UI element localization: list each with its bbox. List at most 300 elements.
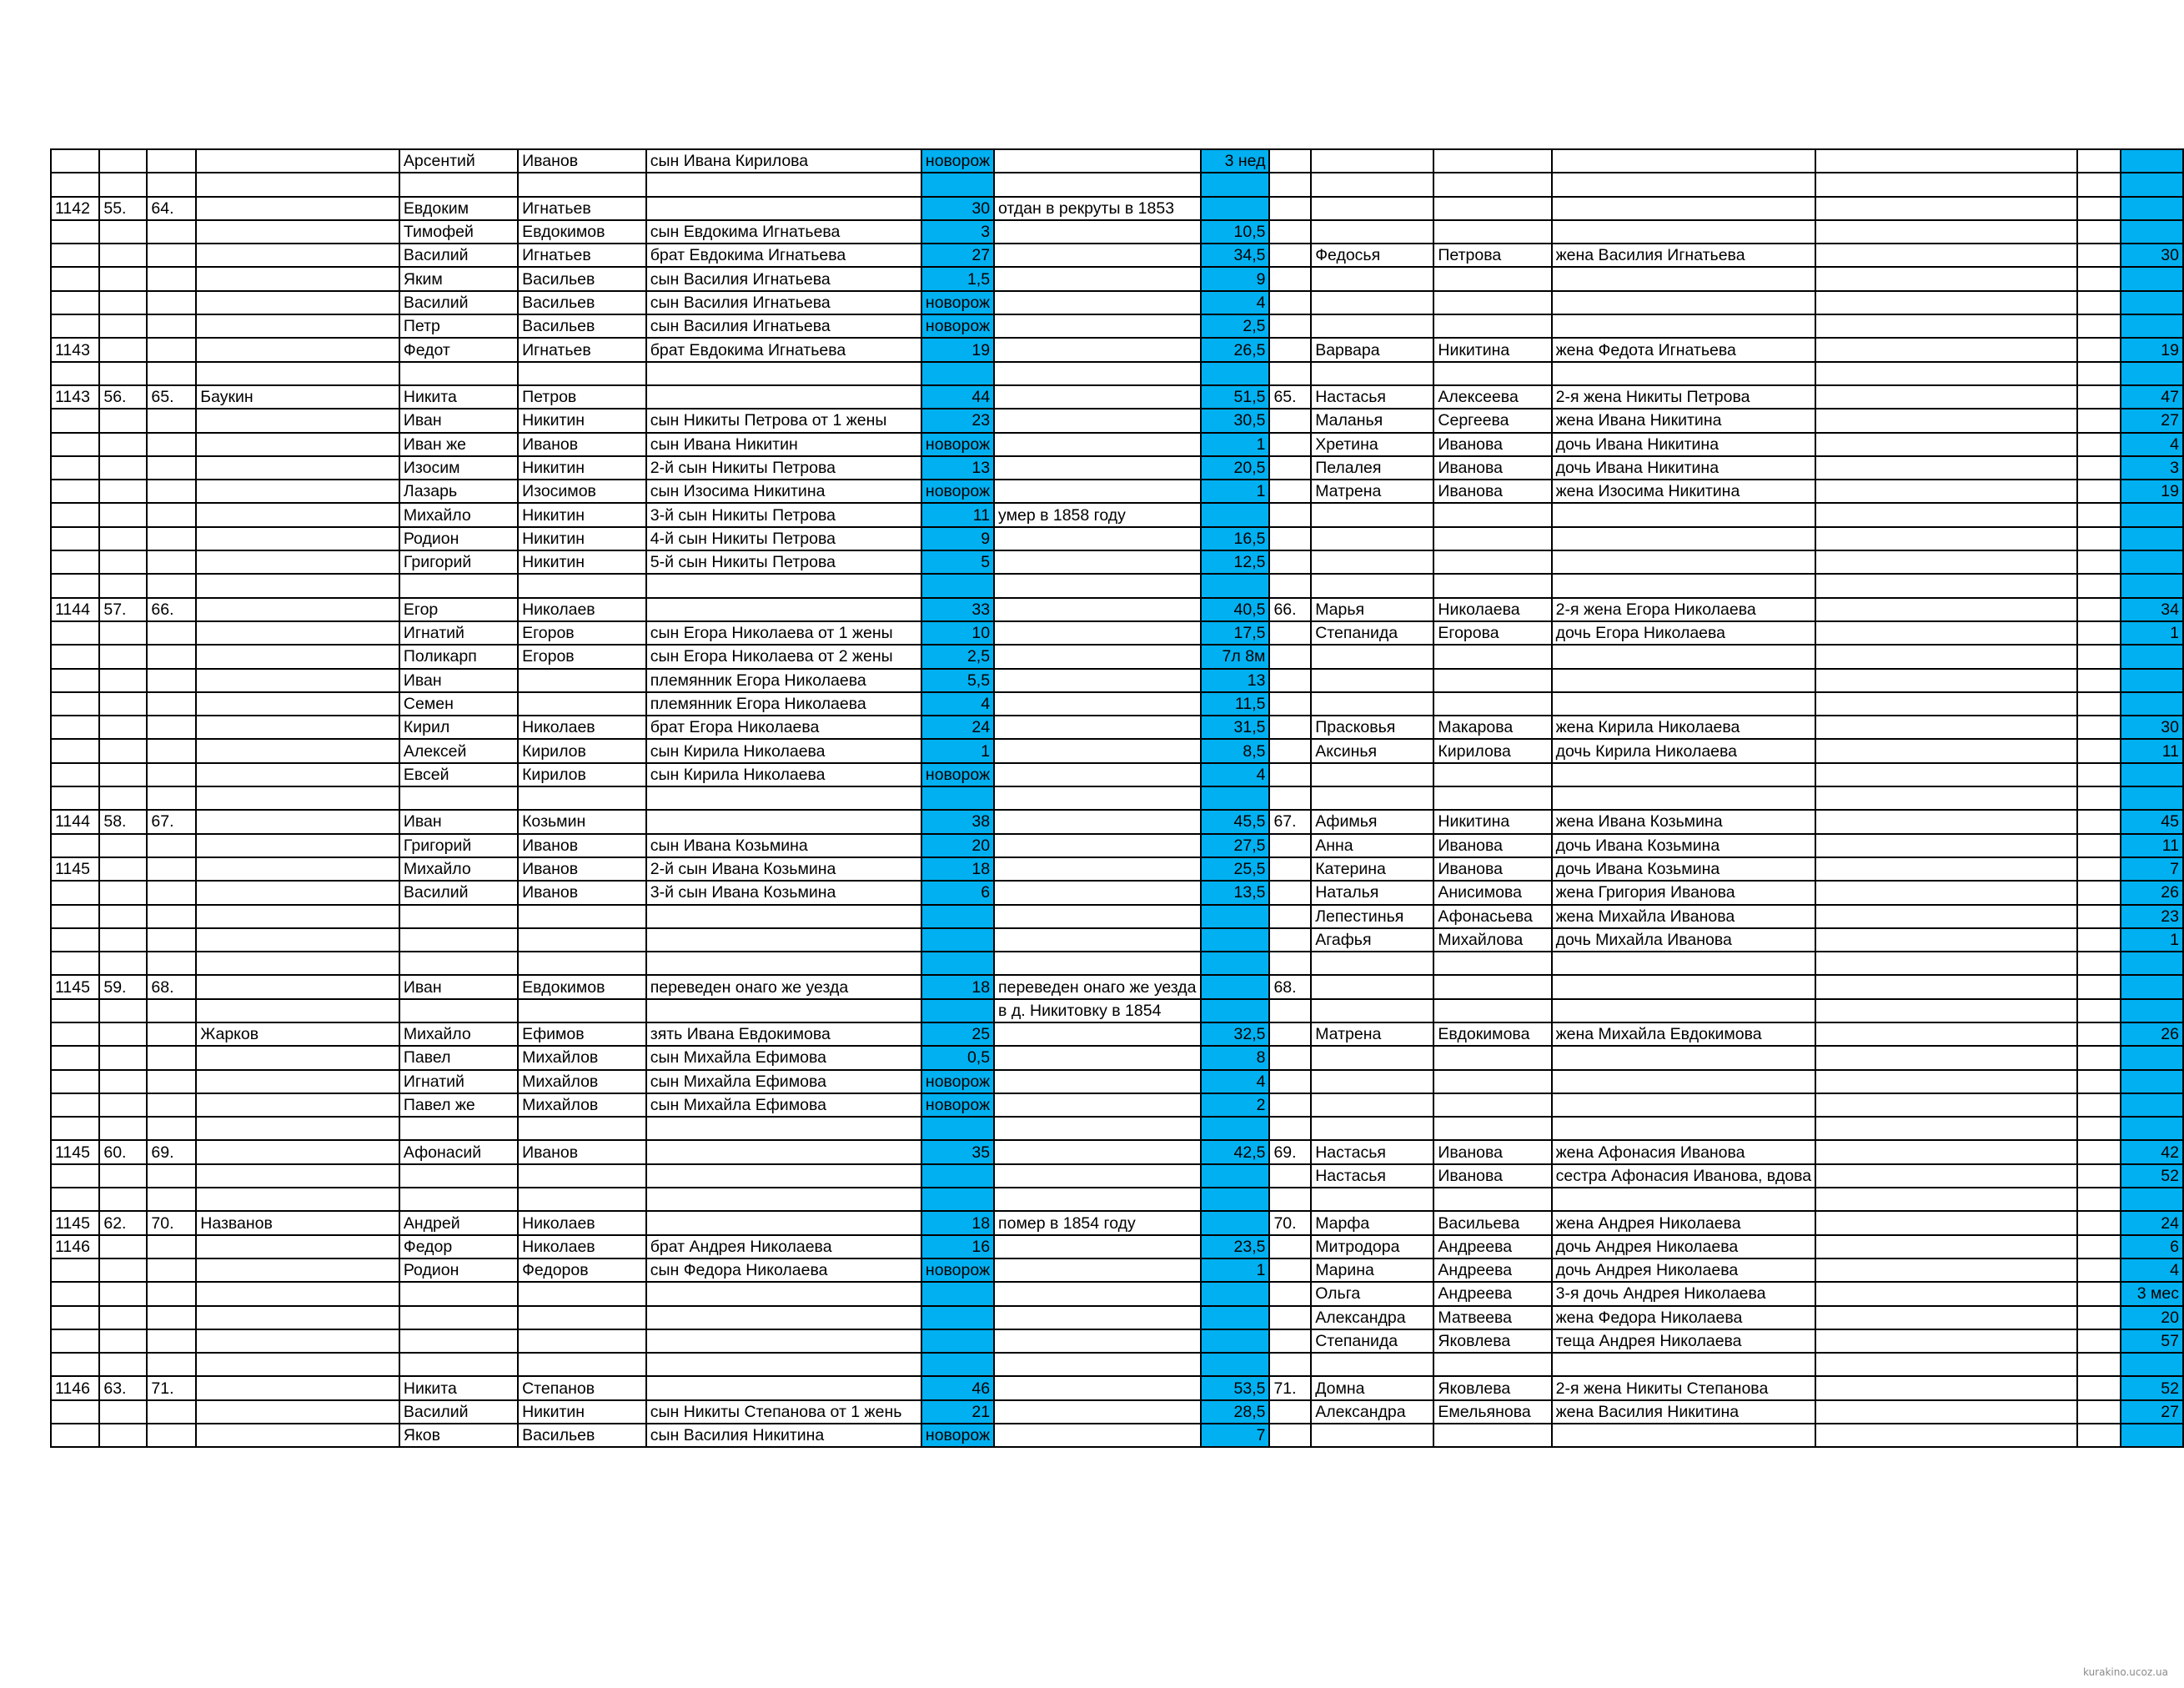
- male-age-prev: 23: [921, 409, 994, 432]
- male-patronymic: Ефимов: [518, 1022, 646, 1046]
- household-id: [51, 574, 99, 597]
- male-age-current: [1201, 503, 1270, 526]
- male-relation: брат Андрея Николаева: [646, 1235, 921, 1258]
- house-number: [147, 1282, 196, 1305]
- male-note: [994, 834, 1200, 857]
- male-age-current: 23,5: [1201, 1235, 1270, 1258]
- male-age-prev: новорож: [921, 480, 994, 503]
- list-number: [99, 928, 147, 952]
- male-age-current: 34,5: [1201, 244, 1270, 267]
- female-extra: [1815, 999, 2076, 1022]
- surname: [196, 409, 399, 432]
- female-patronymic: [1433, 645, 1551, 668]
- female-relation: [1552, 574, 1816, 597]
- surname: [196, 739, 399, 762]
- male-relation: [646, 173, 921, 196]
- male-age-current: 27,5: [1201, 834, 1270, 857]
- female-number: [1269, 834, 1311, 857]
- female-patronymic: Матвеева: [1433, 1306, 1551, 1329]
- house-number: [147, 574, 196, 597]
- household-id: [51, 1282, 99, 1305]
- household-id: [51, 1093, 99, 1117]
- male-patronymic: [518, 1164, 646, 1188]
- female-patronymic: [1433, 362, 1551, 385]
- male-relation: 3-й сын Никиты Петрова: [646, 503, 921, 526]
- table-row: [51, 810, 2183, 833]
- list-number: 63.: [99, 1376, 147, 1399]
- female-name: [1311, 220, 1433, 244]
- male-age-prev: [921, 1282, 994, 1305]
- male-patronymic: Кирилов: [518, 763, 646, 786]
- male-patronymic: Изосимов: [518, 480, 646, 503]
- female-relation: дочь Андрея Николаева: [1552, 1258, 1816, 1282]
- female-patronymic: Иванова: [1433, 1140, 1551, 1163]
- list-number: [99, 244, 147, 267]
- house-number: [147, 857, 196, 881]
- house-number: [147, 409, 196, 432]
- female-name: [1311, 291, 1433, 314]
- male-name: Иван: [399, 409, 518, 432]
- house-number: [147, 716, 196, 739]
- female-patronymic: Иванова: [1433, 1164, 1551, 1188]
- blank-cell: [2077, 1400, 2121, 1424]
- household-id: [51, 503, 99, 526]
- male-patronymic: Васильев: [518, 1424, 646, 1447]
- female-patronymic: [1433, 1353, 1551, 1376]
- female-extra: [1815, 527, 2076, 550]
- male-patronymic: Иванов: [518, 1140, 646, 1163]
- table-row: [51, 1117, 2183, 1140]
- table-row: [51, 550, 2183, 574]
- male-relation: 3-й сын Ивана Козьмина: [646, 881, 921, 904]
- male-patronymic: Никитин: [518, 503, 646, 526]
- male-relation: сын Никиты Петрова от 1 жены: [646, 409, 921, 432]
- male-patronymic: [518, 669, 646, 692]
- male-patronymic: Степанов: [518, 1376, 646, 1399]
- list-number: [99, 503, 147, 526]
- male-note: [994, 1306, 1200, 1329]
- male-relation: сын Кирила Николаева: [646, 739, 921, 762]
- blank-cell: [2077, 456, 2121, 480]
- male-name: Лазарь: [399, 480, 518, 503]
- blank-cell: [2077, 338, 2121, 361]
- female-relation: теща Андрея Николаева: [1552, 1329, 1816, 1353]
- list-number: 60.: [99, 1140, 147, 1163]
- male-name: Никита: [399, 385, 518, 409]
- male-patronymic: Николаев: [518, 716, 646, 739]
- blank-cell: [2077, 1070, 2121, 1093]
- male-note: [994, 763, 1200, 786]
- male-age-prev: 11: [921, 503, 994, 526]
- female-number: [1269, 433, 1311, 456]
- male-name: Никита: [399, 1376, 518, 1399]
- female-extra: [1815, 1188, 2076, 1211]
- surname: [196, 1117, 399, 1140]
- male-name: [399, 999, 518, 1022]
- house-number: [147, 149, 196, 173]
- female-age: 3: [2121, 456, 2183, 480]
- female-name: [1311, 1046, 1433, 1069]
- list-number: [99, 905, 147, 928]
- female-relation: жена Кирила Николаева: [1552, 716, 1816, 739]
- surname: Жарков: [196, 1022, 399, 1046]
- male-name: Федот: [399, 338, 518, 361]
- female-relation: [1552, 1424, 1816, 1447]
- male-age-prev: 10: [921, 621, 994, 645]
- male-age-prev: [921, 786, 994, 810]
- list-number: [99, 1353, 147, 1376]
- female-patronymic: Иванова: [1433, 456, 1551, 480]
- male-name: Игнатий: [399, 1070, 518, 1093]
- female-relation: [1552, 267, 1816, 290]
- female-extra: [1815, 857, 2076, 881]
- female-name: Хретина: [1311, 433, 1433, 456]
- male-age-current: 28,5: [1201, 1400, 1270, 1424]
- female-patronymic: [1433, 1070, 1551, 1093]
- male-age-current: 25,5: [1201, 857, 1270, 881]
- surname: [196, 786, 399, 810]
- surname: [196, 1282, 399, 1305]
- table-row: [51, 763, 2183, 786]
- house-number: 67.: [147, 810, 196, 833]
- male-note: [994, 739, 1200, 762]
- male-age-prev: [921, 1164, 994, 1188]
- female-relation: [1552, 1117, 1816, 1140]
- male-age-current: 11,5: [1201, 692, 1270, 716]
- surname: [196, 834, 399, 857]
- list-number: [99, 527, 147, 550]
- house-number: [147, 905, 196, 928]
- female-extra: [1815, 1211, 2076, 1234]
- male-age-current: [1201, 928, 1270, 952]
- female-relation: [1552, 692, 1816, 716]
- male-age-current: 2,5: [1201, 314, 1270, 338]
- male-age-current: 9: [1201, 267, 1270, 290]
- male-name: [399, 1282, 518, 1305]
- female-patronymic: [1433, 952, 1551, 975]
- female-age: [2121, 952, 2183, 975]
- male-patronymic: Никитин: [518, 527, 646, 550]
- male-name: Андрей: [399, 1211, 518, 1234]
- male-relation: [646, 905, 921, 928]
- female-name: [1311, 267, 1433, 290]
- male-name: [399, 574, 518, 597]
- female-name: Митродора: [1311, 1235, 1433, 1258]
- female-number: [1269, 692, 1311, 716]
- female-patronymic: Иванова: [1433, 857, 1551, 881]
- blank-cell: [2077, 433, 2121, 456]
- male-age-prev: [921, 1353, 994, 1376]
- female-name: [1311, 362, 1433, 385]
- male-note: отдан в рекруты в 1853: [994, 197, 1200, 220]
- female-number: [1269, 1046, 1311, 1069]
- male-age-prev: 2,5: [921, 645, 994, 668]
- male-name: Михайло: [399, 503, 518, 526]
- female-name: Афимья: [1311, 810, 1433, 833]
- blank-cell: [2077, 1258, 2121, 1282]
- house-number: [147, 503, 196, 526]
- male-relation: [646, 1329, 921, 1353]
- female-age: 11: [2121, 834, 2183, 857]
- female-name: [1311, 149, 1433, 173]
- house-number: [147, 669, 196, 692]
- male-patronymic: Иванов: [518, 834, 646, 857]
- female-number: [1269, 1329, 1311, 1353]
- female-patronymic: Андреева: [1433, 1258, 1551, 1282]
- female-relation: жена Михайла Евдокимова: [1552, 1022, 1816, 1046]
- female-extra: [1815, 149, 2076, 173]
- household-id: [51, 881, 99, 904]
- household-id: [51, 362, 99, 385]
- female-extra: [1815, 975, 2076, 998]
- female-age: 34: [2121, 598, 2183, 621]
- female-age: 27: [2121, 409, 2183, 432]
- female-relation: 3-я дочь Андрея Николаева: [1552, 1282, 1816, 1305]
- female-extra: [1815, 173, 2076, 196]
- female-patronymic: [1433, 527, 1551, 550]
- surname: [196, 763, 399, 786]
- list-number: [99, 1070, 147, 1093]
- blank-cell: [2077, 197, 2121, 220]
- female-number: [1269, 1022, 1311, 1046]
- male-name: Кирил: [399, 716, 518, 739]
- household-id: [51, 527, 99, 550]
- female-number: [1269, 952, 1311, 975]
- female-age: [2121, 786, 2183, 810]
- household-id: 1144: [51, 598, 99, 621]
- female-relation: [1552, 975, 1816, 998]
- male-patronymic: [518, 362, 646, 385]
- female-name: [1311, 527, 1433, 550]
- female-number: [1269, 1164, 1311, 1188]
- female-patronymic: [1433, 1424, 1551, 1447]
- list-number: [99, 267, 147, 290]
- male-name: Василий: [399, 291, 518, 314]
- female-number: [1269, 786, 1311, 810]
- male-age-prev: 35: [921, 1140, 994, 1163]
- male-name: Тимофей: [399, 220, 518, 244]
- female-extra: [1815, 621, 2076, 645]
- female-number: [1269, 1235, 1311, 1258]
- house-number: [147, 291, 196, 314]
- male-relation: [646, 385, 921, 409]
- house-number: [147, 928, 196, 952]
- female-number: [1269, 503, 1311, 526]
- female-patronymic: Егорова: [1433, 621, 1551, 645]
- house-number: [147, 1093, 196, 1117]
- list-number: [99, 692, 147, 716]
- house-number: 70.: [147, 1211, 196, 1234]
- male-age-prev: 6: [921, 881, 994, 904]
- female-age: 30: [2121, 244, 2183, 267]
- female-relation: жена Ивана Козьмина: [1552, 810, 1816, 833]
- female-patronymic: [1433, 291, 1551, 314]
- female-age: [2121, 574, 2183, 597]
- table-row: [51, 1376, 2183, 1399]
- male-age-prev: 3: [921, 220, 994, 244]
- table-row: [51, 338, 2183, 361]
- female-patronymic: Сергеева: [1433, 409, 1551, 432]
- male-relation: зять Ивана Евдокимова: [646, 1022, 921, 1046]
- table-row: [51, 1258, 2183, 1282]
- male-name: Алексей: [399, 739, 518, 762]
- female-name: [1311, 645, 1433, 668]
- male-age-prev: [921, 173, 994, 196]
- female-age: 23: [2121, 905, 2183, 928]
- male-note: [994, 1188, 1200, 1211]
- male-patronymic: [518, 1353, 646, 1376]
- male-note: [994, 1117, 1200, 1140]
- male-relation: сын Никиты Степанова от 1 жень: [646, 1400, 921, 1424]
- surname: [196, 1164, 399, 1188]
- male-age-current: 16,5: [1201, 527, 1270, 550]
- female-age: 27: [2121, 1400, 2183, 1424]
- list-number: [99, 763, 147, 786]
- household-id: [51, 739, 99, 762]
- surname: [196, 527, 399, 550]
- female-age: [2121, 1117, 2183, 1140]
- female-name: Пелалея: [1311, 456, 1433, 480]
- list-number: [99, 338, 147, 361]
- female-extra: [1815, 1140, 2076, 1163]
- table-row: [51, 1188, 2183, 1211]
- female-name: [1311, 197, 1433, 220]
- male-name: Иван: [399, 975, 518, 998]
- list-number: [99, 1329, 147, 1353]
- male-name: Иван же: [399, 433, 518, 456]
- female-extra: [1815, 598, 2076, 621]
- female-age: [2121, 1353, 2183, 1376]
- female-number: [1269, 291, 1311, 314]
- surname: [196, 1188, 399, 1211]
- male-relation: [646, 1188, 921, 1211]
- male-patronymic: Иванов: [518, 881, 646, 904]
- male-patronymic: Васильев: [518, 291, 646, 314]
- male-name: Василий: [399, 881, 518, 904]
- female-relation: [1552, 1093, 1816, 1117]
- blank-cell: [2077, 173, 2121, 196]
- male-note: [994, 338, 1200, 361]
- household-id: 1145: [51, 975, 99, 998]
- male-patronymic: [518, 952, 646, 975]
- female-name: [1311, 314, 1433, 338]
- female-patronymic: Михайлова: [1433, 928, 1551, 952]
- male-relation: брат Евдокима Игнатьева: [646, 244, 921, 267]
- blank-cell: [2077, 244, 2121, 267]
- female-patronymic: Макарова: [1433, 716, 1551, 739]
- blank-cell: [2077, 1235, 2121, 1258]
- male-patronymic: Никитин: [518, 409, 646, 432]
- house-number: 66.: [147, 598, 196, 621]
- household-id: [51, 763, 99, 786]
- surname: Баукин: [196, 385, 399, 409]
- male-name: [399, 786, 518, 810]
- female-age: 4: [2121, 433, 2183, 456]
- surname: [196, 173, 399, 196]
- site-watermark: kurakino.ucoz.ua: [2083, 1666, 2168, 1678]
- table-row: [51, 1329, 2183, 1353]
- female-extra: [1815, 433, 2076, 456]
- female-age: 3 мес: [2121, 1282, 2183, 1305]
- female-relation: 2-я жена Никиты Степанова: [1552, 1376, 1816, 1399]
- female-age: 52: [2121, 1164, 2183, 1188]
- male-age-prev: 13: [921, 456, 994, 480]
- house-number: [147, 1164, 196, 1188]
- male-age-prev: 27: [921, 244, 994, 267]
- male-age-prev: 19: [921, 338, 994, 361]
- household-id: [51, 1022, 99, 1046]
- household-id: [51, 220, 99, 244]
- female-patronymic: [1433, 197, 1551, 220]
- blank-cell: [2077, 692, 2121, 716]
- male-age-current: 17,5: [1201, 621, 1270, 645]
- female-age: [2121, 975, 2183, 998]
- female-age: 6: [2121, 1235, 2183, 1258]
- female-patronymic: [1433, 999, 1551, 1022]
- male-age-current: [1201, 786, 1270, 810]
- female-patronymic: [1433, 149, 1551, 173]
- house-number: [147, 480, 196, 503]
- female-age: 24: [2121, 1211, 2183, 1234]
- male-patronymic: Игнатьев: [518, 338, 646, 361]
- female-extra: [1815, 669, 2076, 692]
- male-note: [994, 385, 1200, 409]
- female-name: [1311, 1188, 1433, 1211]
- male-note: [994, 1329, 1200, 1353]
- household-id: [51, 456, 99, 480]
- male-relation: [646, 1117, 921, 1140]
- female-relation: [1552, 527, 1816, 550]
- female-relation: [1552, 1353, 1816, 1376]
- male-age-prev: [921, 1117, 994, 1140]
- blank-cell: [2077, 149, 2121, 173]
- female-patronymic: [1433, 574, 1551, 597]
- male-age-prev: 18: [921, 975, 994, 998]
- female-patronymic: Иванова: [1433, 433, 1551, 456]
- male-note: [994, 1164, 1200, 1188]
- male-age-prev: новорож: [921, 1258, 994, 1282]
- female-extra: [1815, 692, 2076, 716]
- female-age: 20: [2121, 1306, 2183, 1329]
- household-id: 1144: [51, 810, 99, 833]
- table-row: [51, 1211, 2183, 1234]
- male-age-current: 7л 8м: [1201, 645, 1270, 668]
- female-number: [1269, 716, 1311, 739]
- male-age-current: 4: [1201, 1070, 1270, 1093]
- female-age: [2121, 1188, 2183, 1211]
- female-extra: [1815, 197, 2076, 220]
- female-name: Степанида: [1311, 1329, 1433, 1353]
- household-id: [51, 786, 99, 810]
- female-extra: [1815, 1093, 2076, 1117]
- female-number: [1269, 1306, 1311, 1329]
- house-number: [147, 362, 196, 385]
- list-number: [99, 433, 147, 456]
- male-age-current: [1201, 1188, 1270, 1211]
- blank-cell: [2077, 503, 2121, 526]
- female-number: [1269, 362, 1311, 385]
- female-extra: [1815, 1022, 2076, 1046]
- female-relation: дочь Ивана Козьмина: [1552, 834, 1816, 857]
- male-note: [994, 786, 1200, 810]
- male-age-prev: 20: [921, 834, 994, 857]
- female-relation: [1552, 999, 1816, 1022]
- female-age: [2121, 692, 2183, 716]
- male-note: [994, 220, 1200, 244]
- male-age-current: [1201, 905, 1270, 928]
- male-note: [994, 173, 1200, 196]
- house-number: [147, 550, 196, 574]
